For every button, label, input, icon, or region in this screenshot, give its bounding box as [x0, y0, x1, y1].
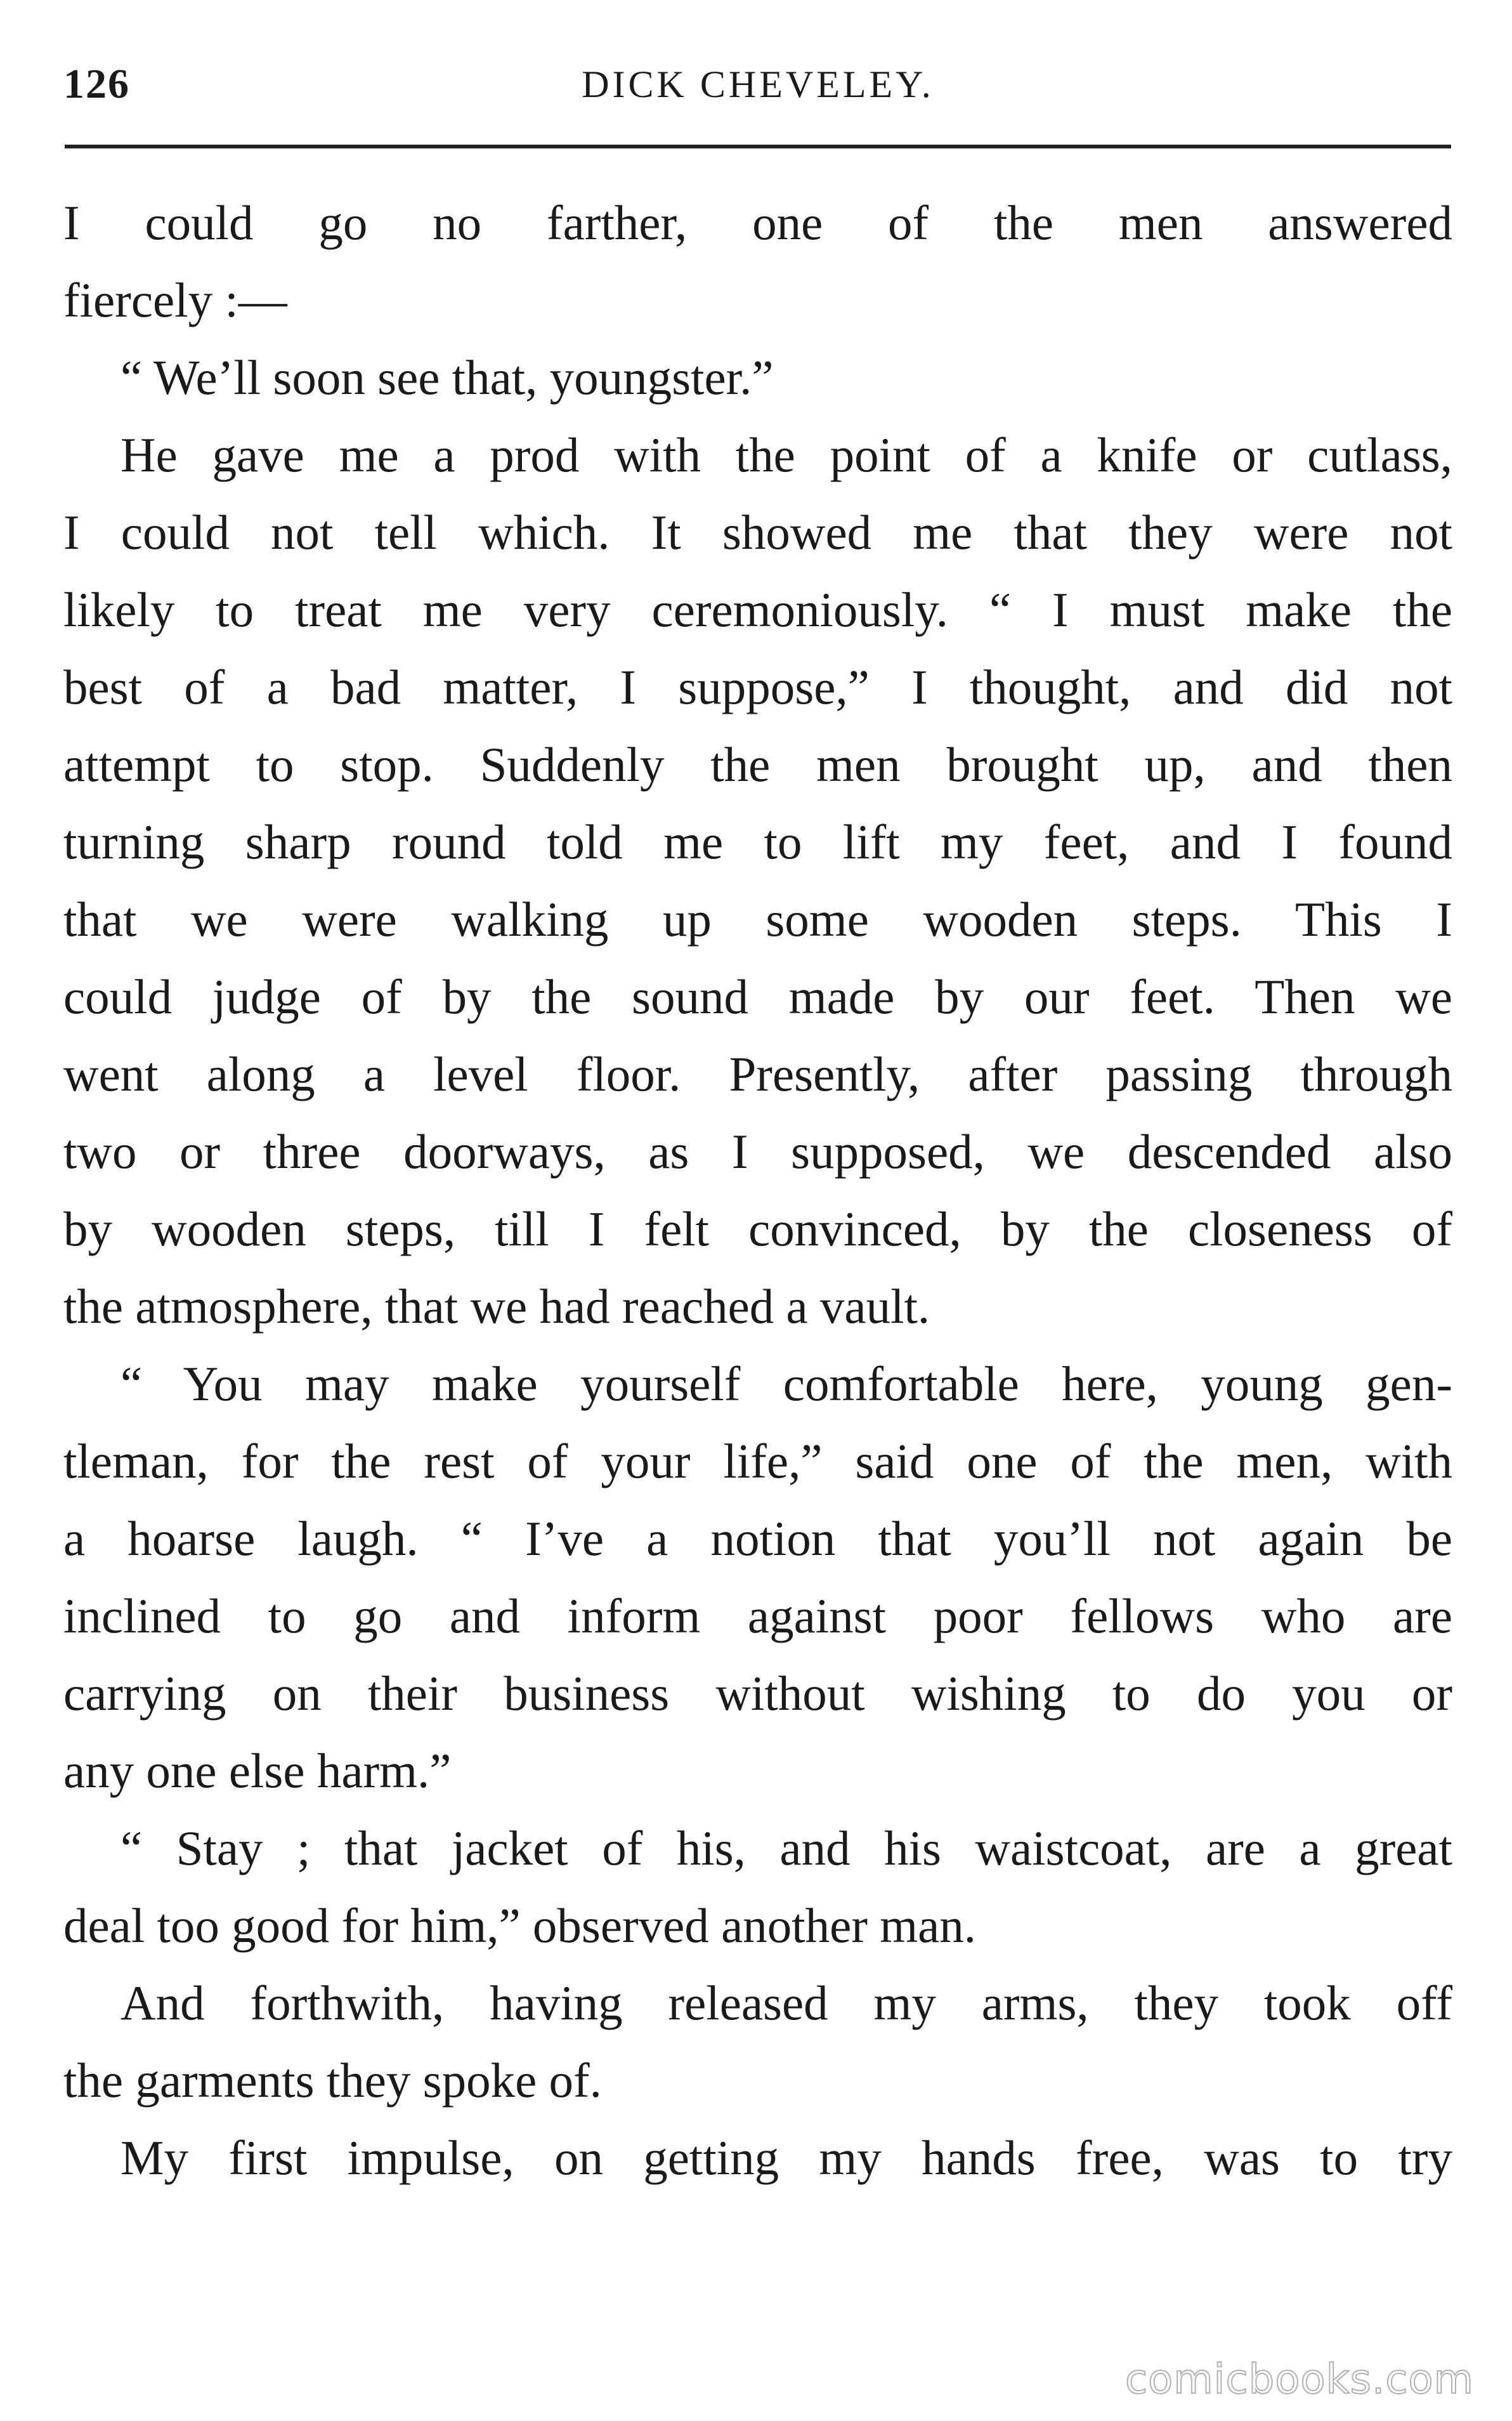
- text-line: “ Stay ; that jacket of his, and his waistcoat, are a great: [121, 1821, 1452, 1875]
- text-line: a hoarse laugh. “ I’ve a notion that you’ll not again be: [63, 1511, 1452, 1566]
- text-line: He gave me a prod with the point of a knife or cutlass,: [121, 428, 1452, 482]
- watermark-logo: comicbooks.com: [1124, 2356, 1474, 2403]
- text-line: I could not tell which. It showed me that they were not: [63, 505, 1452, 560]
- text-line: “ We’ll soon see that, youngster.”: [121, 350, 774, 405]
- text-line: carrying on their business without wishing to do you or: [63, 1666, 1452, 1721]
- header-rule: [65, 145, 1451, 148]
- text-line: the garments they spoke of.: [63, 2053, 602, 2108]
- text-line: turning sharp round told me to lift my feet, and I found: [63, 815, 1452, 869]
- body-text: [63, 184, 1452, 2196]
- text-line: went along a level floor. Presently, after passing through: [63, 1047, 1452, 1101]
- running-head: DICK CHEVELEY.: [582, 63, 934, 105]
- text-line: inclined to go and inform against poor fellows who are: [63, 1589, 1452, 1643]
- text-line: best of a bad matter, I suppose,” I thought, and did not: [63, 660, 1452, 714]
- text-line: I could go no farther, one of the men answered: [63, 195, 1452, 250]
- text-line: that we were walking up some wooden steps. This I: [63, 892, 1452, 947]
- text-line: And forthwith, having released my arms, they took off: [121, 1976, 1452, 2030]
- text-line: “ You may make yourself comfortable here, young gen-: [121, 1356, 1452, 1411]
- text-line: two or three doorways, as I supposed, we descended also: [63, 1124, 1452, 1179]
- text-line: the atmosphere, that we had reached a vault.: [63, 1279, 930, 1334]
- text-line: any one else harm.”: [63, 1743, 452, 1798]
- text-line: fiercely :—: [63, 273, 287, 327]
- text-line: likely to treat me very ceremoniously. “ I must make the: [63, 582, 1452, 637]
- page-number: 126: [63, 61, 130, 107]
- text-line: My first impulse, on getting my hands free, was to try: [121, 2130, 1452, 2185]
- page-header: [63, 56, 1452, 113]
- text-line: could judge of by the sound made by our feet. Then we: [63, 969, 1452, 1024]
- text-line: by wooden steps, till I felt convinced, by the closeness of: [63, 1202, 1452, 1256]
- text-line: deal too good for him,” observed another man.: [63, 1898, 977, 1953]
- text-line: attempt to stop. Suddenly the men brought up, and then: [63, 737, 1452, 792]
- text-line: tleman, for the rest of your life,” said one of the men, with: [63, 1434, 1452, 1488]
